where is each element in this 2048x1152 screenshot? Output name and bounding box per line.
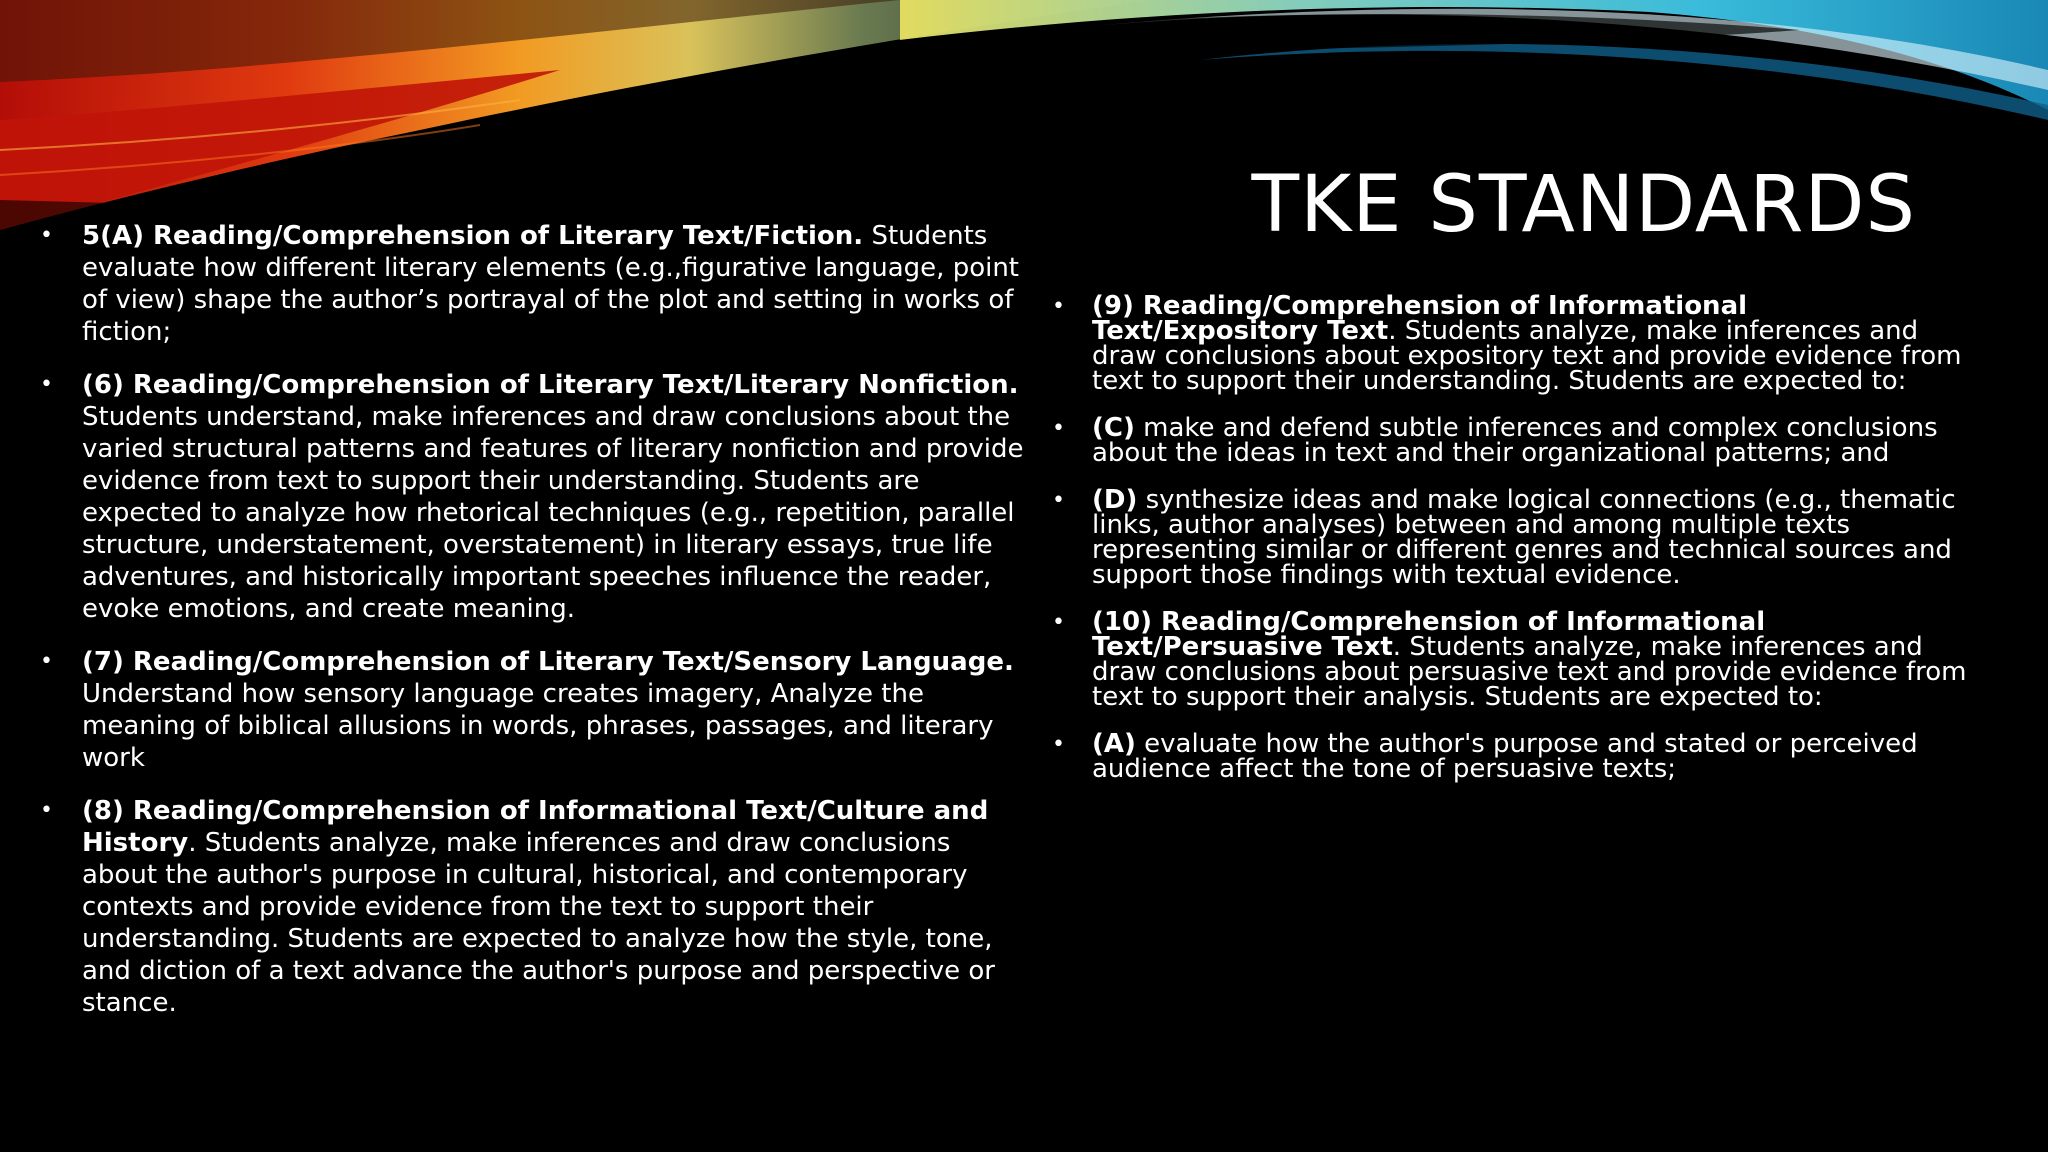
standard-description: . Students analyze, make inferences and draw conclusions about persuasive text and provide evidence from text to support their analysis. Students are expected to:	[1092, 632, 1967, 712]
list-item	[1050, 485, 1980, 590]
standard-description: . Students analyze, make inferences and draw conclusions about the author's purpose in cultural, historical, and contemporary contexts and provide evidence from the text to support their understanding. Students are expected to analyze how the style, tone, and diction of a text advance the author's purpose and perspective or stance.	[82, 828, 995, 1018]
list-item	[38, 646, 1028, 774]
right-bullet-list	[1050, 291, 1980, 804]
standard-description: evaluate how the author's purpose and stated or perceived audience affect the tone of persuasive texts;	[1092, 729, 1918, 784]
slide-title: TKE STANDARDS	[1251, 160, 1916, 250]
standard-description: synthesize ideas and make logical connections (e.g., thematic links, author analyses) between and among multiple texts representing similar or different genres and technical sources and support those findings with textual evidence.	[1092, 485, 1956, 590]
standard-heading: (9) Reading/Comprehension of Informational Text/Expository Text	[1092, 291, 1748, 346]
standard-heading: (6) Reading/Comprehension of Literary Text/Literary Nonfiction.	[82, 370, 1019, 400]
standard-heading: (C)	[1092, 413, 1135, 443]
standard-heading: (7) Reading/Comprehension of Literary Text/Sensory Language.	[82, 647, 1014, 677]
standard-description: . Students analyze, make inferences and draw conclusions about expository text and provide evidence from text to support their understanding. Students are expected to:	[1092, 316, 1962, 396]
standard-description: Students evaluate how different literary elements (e.g.,figurative language, point of view) shape the author’s portrayal of the plot and setting in works of fiction;	[82, 221, 1020, 347]
list-item	[38, 220, 1028, 348]
standard-heading: 5(A) Reading/Comprehension of Literary Text/Fiction.	[82, 221, 864, 251]
standard-description: make and defend subtle inferences and complex conclusions about the ideas in text and their organizational patterns; and	[1092, 413, 1938, 468]
standard-heading: (D)	[1092, 485, 1138, 515]
left-bullet-list	[38, 220, 1028, 1040]
standard-heading: (A)	[1092, 729, 1136, 759]
list-item	[1050, 413, 1980, 468]
standard-heading: (8) Reading/Comprehension of Informational Text/Culture and History	[82, 796, 989, 858]
list-item	[1050, 729, 1980, 784]
list-item	[38, 369, 1028, 625]
standard-description: Students understand, make inferences and draw conclusions about the varied structural patterns and features of literary nonfiction and provide evidence from text to support their understanding. Students are expected to analyze how rhetorical techniques (e.g., repetition, parallel structure, understatement, overstatement) in literary essays, true life adventures, and historically important speeches influence the reader, evoke emotions, and create meaning.	[82, 402, 1024, 624]
list-item	[1050, 291, 1980, 396]
standard-heading: (10) Reading/Comprehension of Informational Text/Persuasive Text	[1092, 607, 1766, 662]
standard-description: Understand how sensory language creates imagery, Analyze the meaning of biblical allusions in words, phrases, passages, and literary work	[82, 679, 994, 773]
list-item	[1050, 607, 1980, 712]
list-item	[38, 795, 1028, 1019]
